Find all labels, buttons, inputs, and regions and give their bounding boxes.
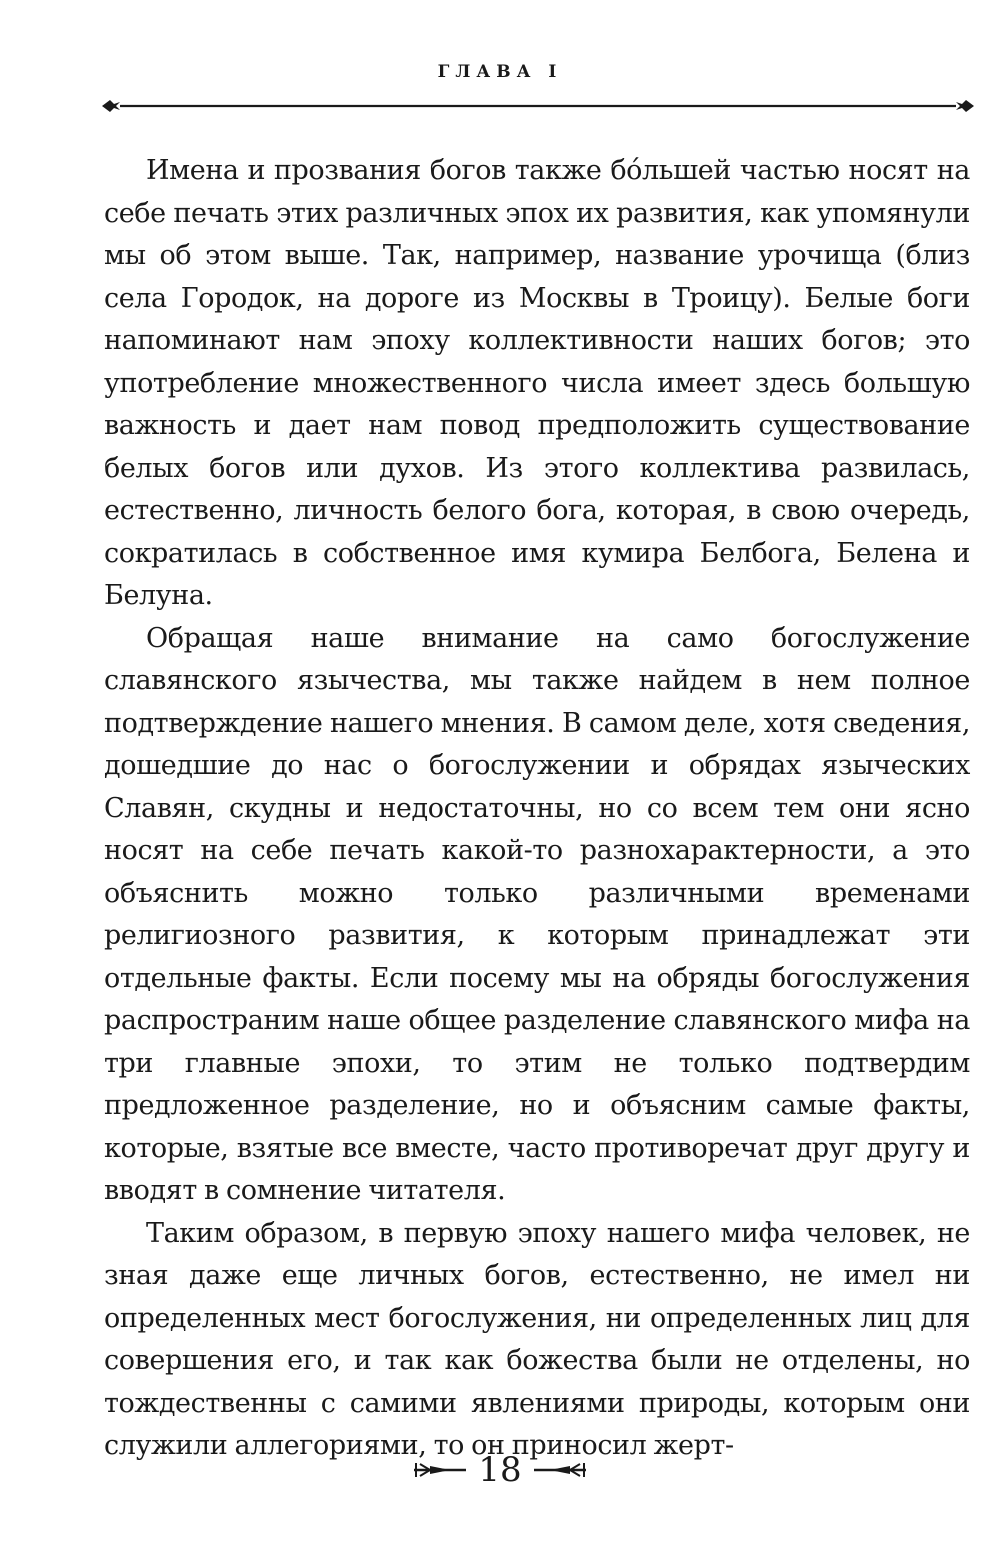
header-rule	[100, 94, 976, 118]
paragraph-1: Имена и прозвания богов также бóльшей частью носят на себе печать этих различных эпох их развития, как упомянули мы об этом выше. Так, например, название урочища (близ села Городок, на дороге из Москвы в Троицу). Белые боги напоминают нам эпоху коллективности наших богов; это употребление множественного числа имеет здесь большую важность и дает нам повод предположить существование белых богов или духов. Из этого коллектива развилась, естественно, личность белого бога, которая, в свою очередь, сократилась в собственное имя кумира Белбога, Белена и Белуна.	[104, 155, 970, 611]
page-number: 18	[478, 1450, 522, 1490]
paragraph-3: Таким образом, в первую эпоху нашего мифа человек, не зная даже еще личных богов, естественно, не имел ни определенных мест богослужения, ни определенных лиц для совершения его, и так как божества были не отделены, но тождественны с самими явлениями природы, которым они служили аллегориями, то он приносил жерт-	[104, 1217, 970, 1461]
folio-ornament-right-icon	[532, 1458, 590, 1482]
page-footer	[0, 1448, 1000, 1492]
folio-ornament-left-icon	[410, 1458, 468, 1482]
fleuron-right-icon	[956, 100, 974, 112]
body-text	[104, 150, 970, 1468]
fleuron-left-icon	[102, 100, 120, 112]
running-head: ГЛАВА I	[437, 62, 563, 82]
paragraph-2: Обращая наше внимание на само богослужение славянского язычества, мы также найдем в нем полное подтверждение нашего мнения. В самом деле, хотя сведения, дошедшие до нас о богослужении и обрядах языческих Славян, скудны и недостаточны, но со всем тем они ясно носят на себе печать какой-то разнохарактерности, а это объяснить можно только различными временами религиозного развития, к которым принадлежат эти отдельные факты. Если посему мы на обряды богослужения распространим наше общее разделение славянского мифа на три главные эпохи, то этим не только подтвердим предложенное разделение, но и объясним самые факты, которые, взятые все вместе, часто противоречат друг другу и вводят в сомнение читателя.	[104, 622, 970, 1206]
